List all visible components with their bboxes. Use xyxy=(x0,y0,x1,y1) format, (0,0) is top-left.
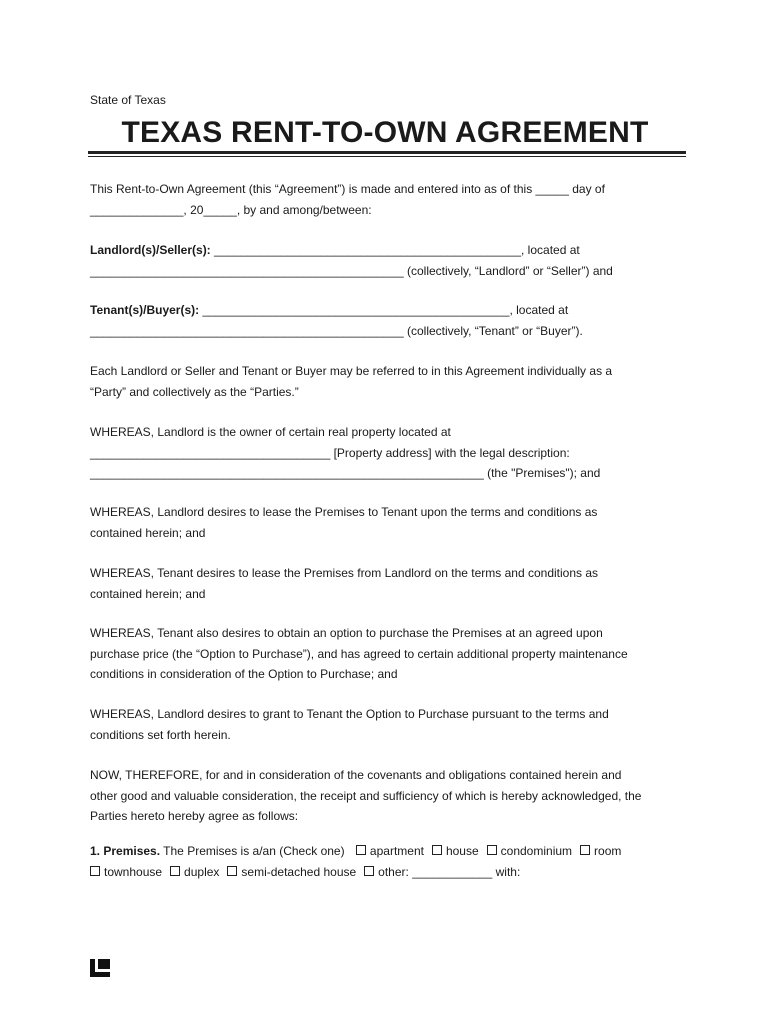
whereas-lease-to-line-2: contained herein; and xyxy=(90,525,206,540)
option-townhouse: townhouse xyxy=(104,864,163,879)
tenant-label: Tenant(s)/Buyer(s): xyxy=(90,303,200,317)
tenant-line-1-rest: ______________________________________________, located at xyxy=(199,303,569,317)
option-condominium: condominium xyxy=(500,844,573,858)
tenant-line-2: _______________________________________________ (collectively, “Tenant” or “Buyer”). xyxy=(90,323,583,338)
title-rule-thick xyxy=(88,151,686,154)
option-house: house xyxy=(445,844,479,858)
intro-paragraph xyxy=(90,179,690,220)
option-other: other: ____________ with: xyxy=(378,864,521,879)
premises-paragraph xyxy=(90,841,690,882)
whereas-lease-from-line-1: WHEREAS, Tenant desires to lease the Premises from Landlord on the terms and conditions as xyxy=(90,566,599,580)
document-title: TEXAS RENT-TO-OWN AGREEMENT xyxy=(121,116,649,149)
now-therefore-line-2: other good and valuable consideration, the receipt and sufficiency of which is hereby acknowledged, the xyxy=(90,788,642,803)
whereas-owner-paragraph xyxy=(90,422,690,484)
whereas-owner-line-2: ____________________________________ [Property address] with the legal description: xyxy=(90,445,570,460)
tenant-line-1 xyxy=(90,300,690,321)
whereas-owner-line-3: ___________________________________________________________ (the "Premises"); and xyxy=(90,466,601,480)
premises-line-2 xyxy=(90,862,690,883)
tenant-paragraph xyxy=(90,300,690,341)
landlord-line-1 xyxy=(90,240,690,261)
whereas-lease-from-line-2: contained herein; and xyxy=(90,586,206,601)
checkbox-apartment[interactable] xyxy=(356,845,366,855)
intro-line-2: ______________, 20_____, by and among/between: xyxy=(90,202,372,217)
whereas-option-line-1: WHEREAS, Tenant also desires to obtain an option to purchase the Premises at an agreed upon xyxy=(90,626,603,640)
intro-line-1: This Rent-to-Own Agreement (this “Agreement”) is made and entered into as of this _____ day of xyxy=(90,182,605,196)
option-semi-detached: semi-detached house xyxy=(241,864,357,879)
landlord-label: Landlord(s)/Seller(s): xyxy=(90,243,211,257)
landlord-paragraph xyxy=(90,240,690,281)
whereas-lease-to-line-1: WHEREAS, Landlord desires to lease the Premises to Tenant upon the terms and conditions as xyxy=(90,505,598,519)
premises-line-1 xyxy=(90,841,690,862)
checkbox-duplex[interactable] xyxy=(170,866,180,876)
whereas-grant-line-1: WHEREAS, Landlord desires to grant to Tenant the Option to Purchase pursuant to the terms and xyxy=(90,707,609,721)
premises-label: 1. Premises. xyxy=(90,844,161,858)
option-apartment: apartment xyxy=(369,844,424,858)
checkbox-room[interactable] xyxy=(580,845,590,855)
option-room: room xyxy=(594,844,622,858)
document-logo-icon xyxy=(90,959,110,977)
checkbox-house[interactable] xyxy=(432,845,442,855)
whereas-grant-paragraph xyxy=(90,704,690,745)
option-duplex: duplex xyxy=(184,864,220,879)
checkbox-townhouse[interactable] xyxy=(90,866,100,876)
whereas-option-paragraph xyxy=(90,623,690,685)
checkbox-semi-detached[interactable] xyxy=(227,866,237,876)
title-rule-thin xyxy=(88,156,686,157)
whereas-lease-to-paragraph xyxy=(90,502,690,543)
parties-line-1: Each Landlord or Seller and Tenant or Buyer may be referred to in this Agreement individually as a xyxy=(90,364,613,378)
whereas-lease-from-paragraph xyxy=(90,563,690,604)
whereas-grant-line-2: conditions set forth herein. xyxy=(90,727,231,742)
parties-paragraph xyxy=(90,361,690,402)
now-therefore-line-3: Parties hereto hereby agree as follows: xyxy=(90,809,299,823)
whereas-option-line-3: conditions in consideration of the Option to Purchase; and xyxy=(90,667,398,681)
parties-line-2: “Party” and collectively as the “Parties.” xyxy=(90,384,299,399)
premises-text: The Premises is a/an (Check one) xyxy=(160,844,348,858)
now-therefore-paragraph xyxy=(90,765,690,827)
landlord-line-1-rest: ______________________________________________, located at xyxy=(210,243,580,257)
state-label: State of Texas xyxy=(90,93,166,107)
whereas-option-line-2: purchase price (the “Option to Purchase”), and has agreed to certain additional property maintenance xyxy=(90,646,628,661)
landlord-line-2: _______________________________________________ (collectively, “Landlord” or “Seller”) and xyxy=(90,263,613,278)
now-therefore-line-1: NOW, THEREFORE, for and in consideration of the covenants and obligations contained herein and xyxy=(90,768,622,782)
checkbox-condominium[interactable] xyxy=(487,845,497,855)
whereas-owner-line-1: WHEREAS, Landlord is the owner of certain real property located at xyxy=(90,425,451,439)
checkbox-other[interactable] xyxy=(364,866,374,876)
